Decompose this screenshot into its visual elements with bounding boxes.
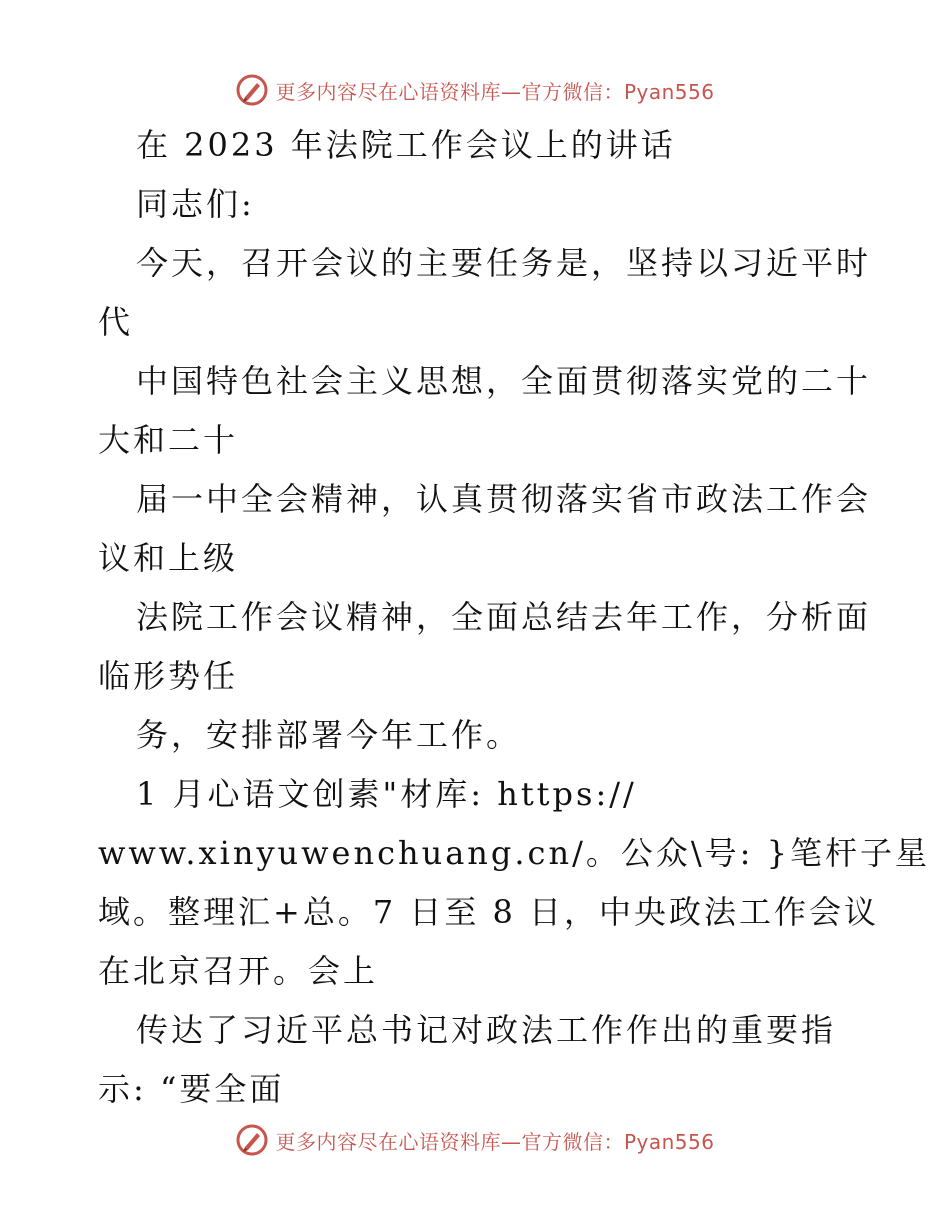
text-line: 1 月心语文创素"材库: https:// bbox=[136, 775, 637, 813]
text-line: 在北京召开。会上 bbox=[98, 952, 379, 990]
text-line: 示: “要全面 bbox=[98, 1070, 285, 1108]
text-line: 在 2023 年法院工作会议上的讲话 bbox=[136, 126, 676, 164]
text-line: 代 bbox=[98, 303, 134, 341]
text-line: www.xinyuwenchuang.cn/。公众\号: }笔杆子星 bbox=[98, 834, 930, 872]
pen-logo-icon bbox=[235, 1123, 269, 1157]
text-line: 法院工作会议精神，全面总结去年工作，分析面 bbox=[136, 598, 872, 636]
text-line: 今天，召开会议的主要任务是，坚持以习近平时 bbox=[136, 244, 872, 282]
text-line: 同志们: bbox=[136, 185, 255, 223]
text-line: 大和二十 bbox=[98, 421, 239, 459]
pen-logo-icon bbox=[235, 73, 269, 107]
watermark-text: 更多内容尽在心语资料库—官方微信：Pyan556 bbox=[275, 79, 715, 104]
text-line: 议和上级 bbox=[98, 539, 239, 577]
text-line: 临形势任 bbox=[98, 657, 239, 695]
text-line: 务，安排部署今年工作。 bbox=[136, 716, 522, 754]
text-line: 域。整理汇+总。7 日至 8 日，中央政法工作会议 bbox=[98, 893, 880, 931]
text-line: 传达了习近平总书记对政法工作作出的重要指 bbox=[136, 1011, 837, 1049]
header-watermark bbox=[0, 70, 950, 110]
text-line: 届一中全会精神，认真贯彻落实省市政法工作会 bbox=[136, 480, 872, 518]
watermark-text: 更多内容尽在心语资料库—官方微信：Pyan556 bbox=[275, 1129, 715, 1154]
footer-watermark bbox=[0, 1120, 950, 1160]
document-body bbox=[98, 116, 930, 1119]
text-line: 中国特色社会主义思想，全面贯彻落实党的二十 bbox=[136, 362, 872, 400]
